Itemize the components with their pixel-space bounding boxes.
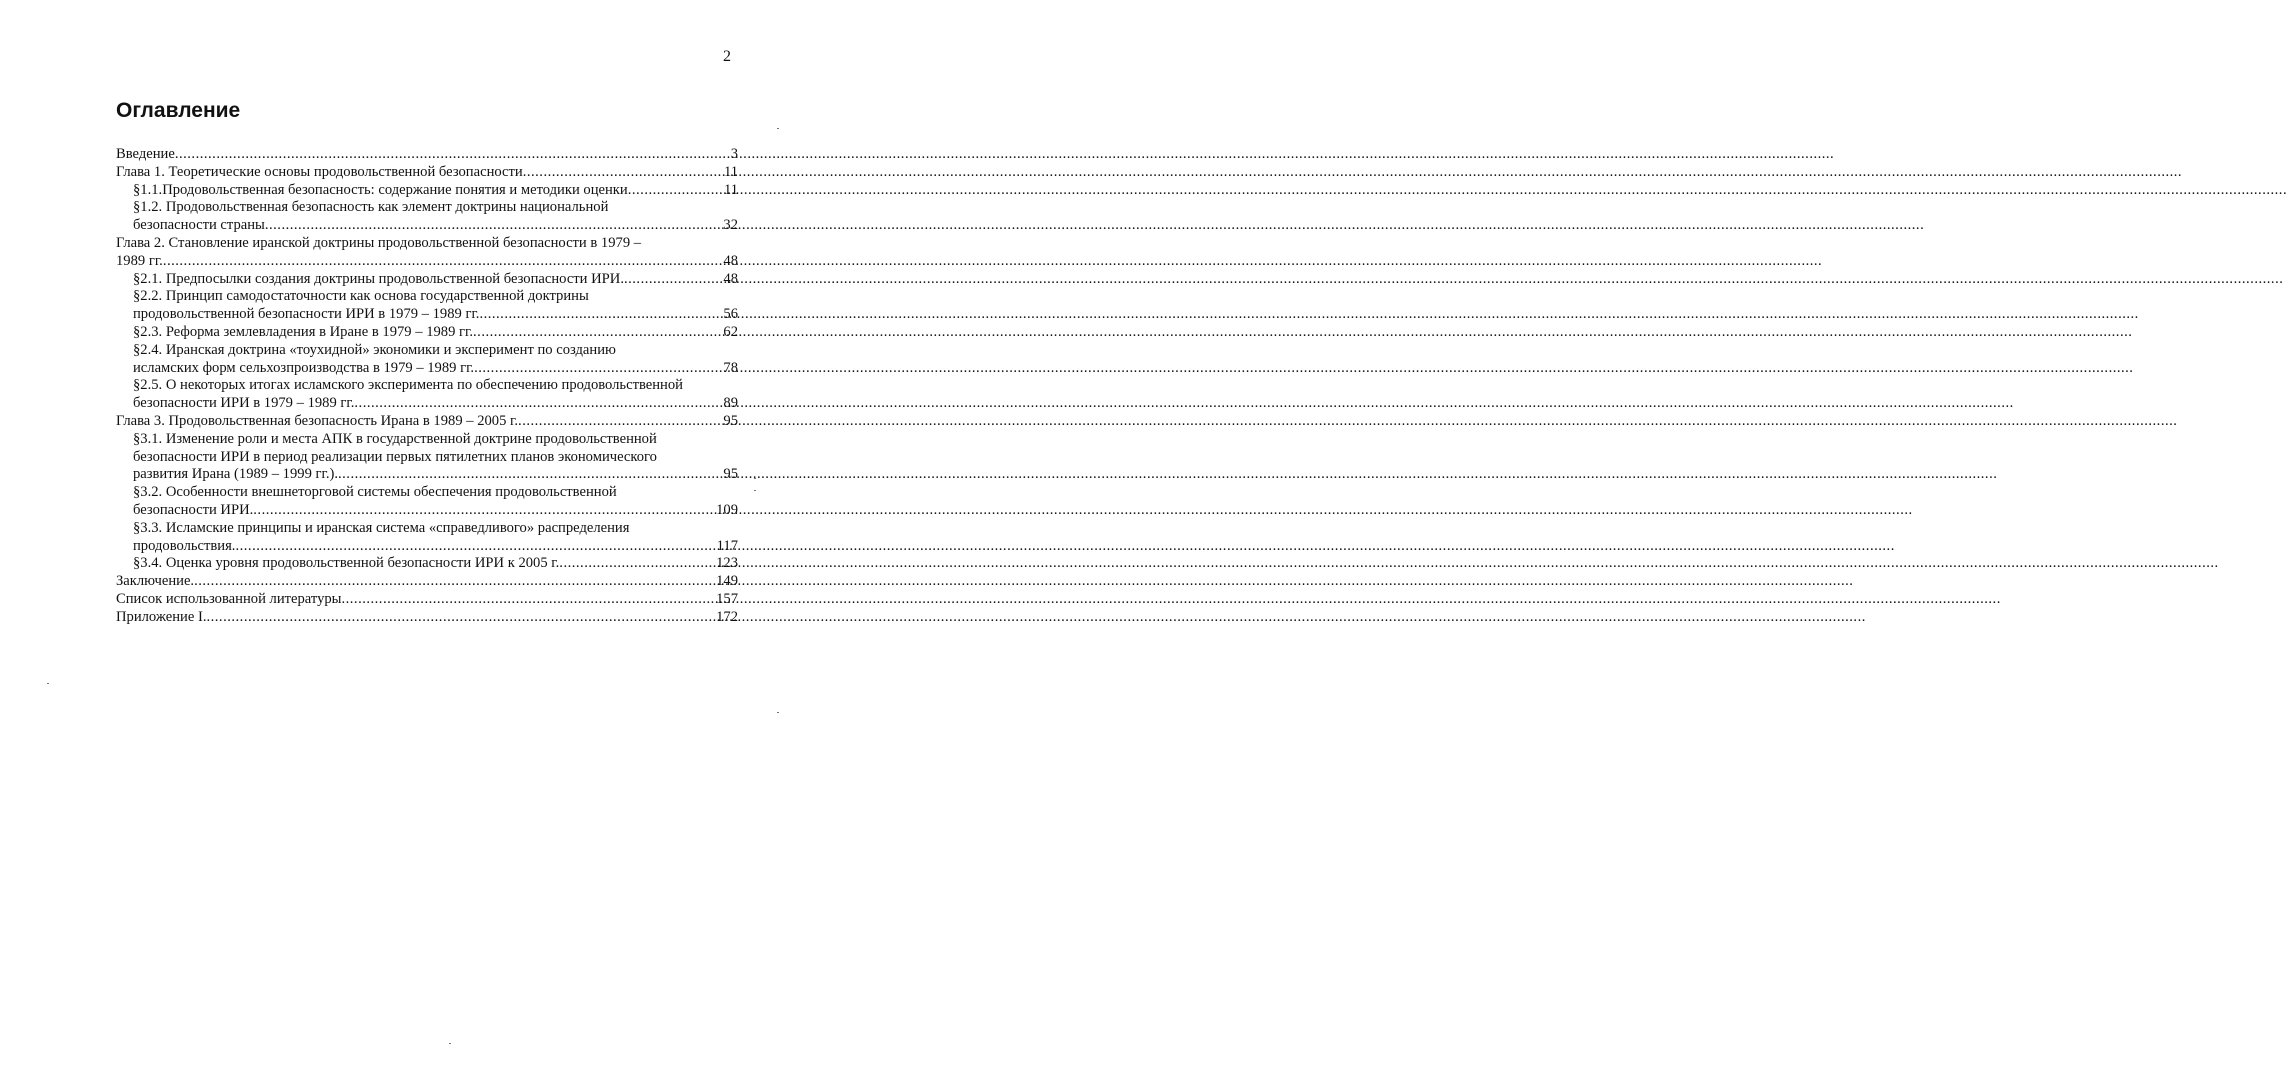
toc-page-number: 95: [723, 412, 738, 429]
table-of-contents: [116, 146, 738, 627]
toc-entry[interactable]: [116, 413, 738, 431]
toc-entry-text: §3.4. Оценка уровня продовольственной безопасности ИРИ к 2005 г.: [133, 555, 560, 572]
toc-entry-text: 1989 гг.: [116, 252, 163, 269]
toc-dot-leader: [479, 306, 722, 324]
toc-dot-leader: [559, 555, 715, 573]
toc-entry-text: Глава 3. Продовольственная безопасность Ирана в 1989 – 2005 г.: [116, 412, 519, 429]
toc-entry[interactable]: [116, 182, 738, 200]
toc-entry-text: §1.2. Продовольственная безопасность как элемент доктрины национальной: [133, 199, 609, 216]
toc-entry[interactable]: [116, 431, 738, 484]
toc-entry-text: §3.1. Изменение роли и места АПК в государственной доктрине продовольственной: [133, 430, 657, 447]
toc-entry-text: безопасности ИРИ.: [133, 501, 254, 518]
toc-dot-leader: [265, 217, 723, 235]
toc-entry-text: §2.5. О некоторых итогах исламского эксперимента по обеспечению продовольственной: [133, 377, 683, 394]
toc-entry-text: §2.3. Реформа землевладения в Иране в 1979 – 1989 гг.: [133, 323, 474, 340]
scan-speck: [754, 490, 756, 491]
toc-entry-text: развития Ирана (1989 – 1999 гг.).: [133, 466, 338, 483]
toc-entry[interactable]: [116, 591, 738, 609]
toc-entry-text: Введение: [116, 146, 175, 162]
toc-entry[interactable]: [116, 573, 738, 591]
toc-page-number: 48: [723, 252, 738, 269]
toc-dot-leader: [628, 182, 723, 200]
toc-page-number: 172: [716, 608, 738, 625]
toc-entry-text: безопасности ИРИ в 1979 – 1989 гг.: [133, 395, 355, 412]
scan-speck: [777, 128, 779, 129]
toc-entry-text: Список использованной литературы: [116, 590, 342, 607]
toc-entry[interactable]: [116, 288, 738, 324]
toc-dot-leader: [253, 502, 715, 520]
toc-entry[interactable]: [116, 342, 738, 378]
toc-page-number: 78: [723, 359, 738, 376]
toc-entry-text: §2.2. Принцип самодостаточности как основа государственной доктрины: [133, 288, 589, 305]
toc-entry-text: продовольственной безопасности ИРИ в 1979 – 1989 гг.: [133, 306, 480, 323]
toc-dot-leader: [354, 395, 722, 413]
toc-page-number: 32: [723, 217, 738, 234]
toc-entry-text: §3.3. Исламские принципы и иранская система «справедливого» распределения: [133, 519, 630, 536]
toc-dot-leader: [474, 360, 722, 378]
toc-dot-leader: [235, 538, 715, 556]
toc-entry-text: §2.4. Иранская доктрина «тоухидной» экономики и эксперимент по созданию: [133, 341, 616, 358]
toc-entry-text: §3.2. Особенности внешнеторговой системы обеспечения продовольственной: [133, 484, 617, 501]
scan-speck: [449, 1043, 451, 1044]
toc-page-number: 62: [723, 323, 738, 340]
toc-entry[interactable]: [116, 146, 738, 164]
toc-dot-leader: [194, 573, 715, 591]
toc-entry[interactable]: [116, 235, 738, 271]
toc-page-number: 11: [723, 181, 738, 198]
toc-entry[interactable]: [116, 199, 738, 235]
toc-dot-leader: [341, 591, 715, 609]
toc-page-number: 157: [716, 590, 738, 607]
page-number: 2: [723, 48, 731, 65]
scan-speck: [47, 683, 49, 684]
toc-entry-text: Глава 2. Становление иранской доктрины продовольственной безопасности в 1979 –: [116, 234, 642, 251]
toc-page-number: 89: [723, 395, 738, 412]
toc-entry-text: §1.1.Продовольственная безопасность: содержание понятия и методики оценки: [133, 181, 628, 198]
toc-page-number: 117: [716, 537, 738, 554]
toc-entry-text: безопасности страны: [133, 217, 265, 234]
toc-entry-text: безопасности ИРИ в период реализации первых пятилетних планов экономического: [133, 448, 657, 465]
toc-page-number: 95: [723, 466, 738, 483]
toc-page-number: 109: [716, 501, 738, 518]
toc-dot-leader: [523, 164, 723, 182]
toc-page-number: 56: [723, 306, 738, 323]
toc-entry[interactable]: [116, 609, 738, 627]
toc-page-number: 3: [730, 146, 738, 162]
toc-entry[interactable]: [116, 520, 738, 556]
toc-entry[interactable]: [116, 324, 738, 342]
toc-entry-text: Заключение.: [116, 573, 195, 590]
toc-entry[interactable]: [116, 164, 738, 182]
toc-page-number: 123: [716, 555, 738, 572]
toc-entry-text: Приложение I.: [116, 608, 207, 625]
toc-dot-leader: [175, 146, 730, 164]
toc-entry-text: продовольствия.: [133, 537, 236, 554]
toc-page-number: 11: [723, 163, 738, 180]
scan-speck: [754, 478, 756, 479]
toc-dot-leader: [163, 253, 723, 271]
toc-dot-leader: [338, 466, 722, 484]
toc-dot-leader: [206, 609, 715, 627]
toc-page-number: 149: [716, 573, 738, 590]
toc-page-number: 48: [723, 270, 738, 287]
toc-entry-text: §2.1. Предпосылки создания доктрины продовольственной безопасности ИРИ.: [133, 270, 624, 287]
toc-entry-text: исламских форм сельхозпроизводства в 1979 – 1989 гг.: [133, 359, 475, 376]
page-title: Оглавление: [116, 99, 241, 122]
scan-speck: [777, 712, 779, 713]
toc-dot-leader: [624, 271, 722, 289]
toc-entry[interactable]: [116, 555, 738, 573]
toc-dot-leader: [518, 413, 722, 431]
toc-entry[interactable]: [116, 484, 738, 520]
toc-dot-leader: [473, 324, 722, 342]
toc-entry-text: Глава 1. Теоретические основы продовольственной безопасности: [116, 163, 523, 180]
toc-entry[interactable]: [116, 271, 738, 289]
toc-entry[interactable]: [116, 377, 738, 413]
